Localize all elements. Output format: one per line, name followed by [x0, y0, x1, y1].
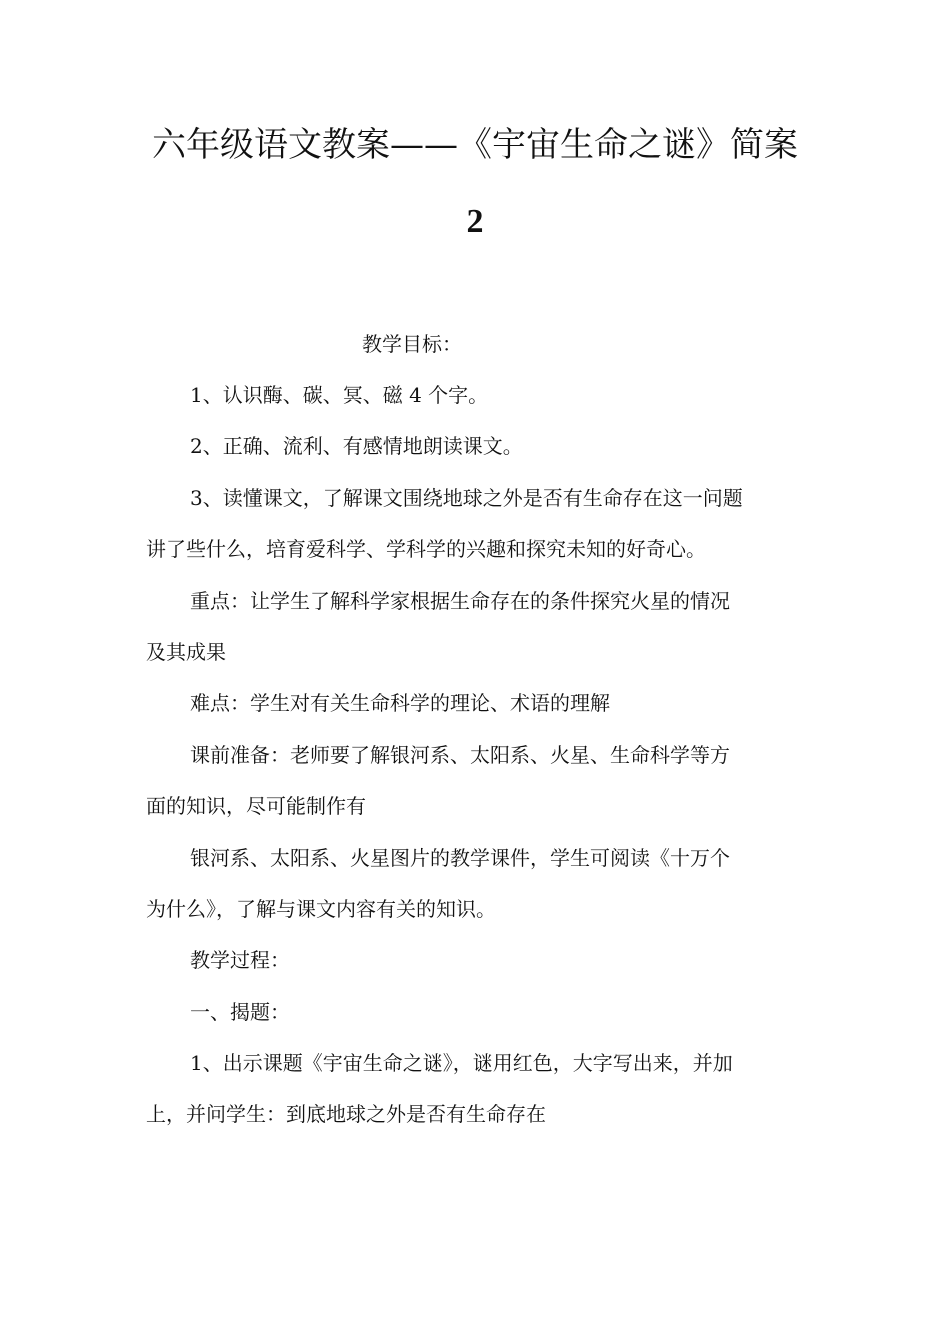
text-line: 课前准备：老师要了解银河系、太阳系、火星、生命科学等方 — [190, 743, 730, 767]
text-line: 及其成果 — [146, 640, 226, 664]
text-line: 1、认识酶、碳、冥、磁 4 个字。 — [190, 383, 489, 407]
text-line: 上，并问学生：到底地球之外是否有生命存在 — [146, 1102, 546, 1126]
text-line: 银河系、太阳系、火星图片的教学课件，学生可阅读《十万个 — [190, 846, 730, 870]
text-line: 为什么》，了解与课文内容有关的知识。 — [146, 897, 496, 921]
text-line: 重点：让学生了解科学家根据生命存在的条件探究火星的情况 — [190, 589, 730, 613]
section-heading-objectives: 教学目标： — [362, 332, 462, 356]
text-line: 1、出示课题《宇宙生命之谜》，谜用红色，大字写出来，并加 — [190, 1051, 733, 1075]
text-line: 讲了些什么，培育爱科学、学科学的兴趣和探究未知的好奇心。 — [146, 537, 706, 561]
text-line: 面的知识，尽可能制作有 — [146, 794, 366, 818]
document-title: 六年级语文教案——《宇宙生命之谜》简案 — [152, 125, 798, 165]
text-line: 难点：学生对有关生命科学的理论、术语的理解 — [190, 691, 610, 715]
text-line: 一、揭题： — [190, 1000, 290, 1024]
text-line: 2、正确、流利、有感情地朗读课文。 — [190, 434, 523, 458]
document-title-number: 2 — [466, 203, 484, 240]
section-heading-process: 教学过程： — [190, 948, 290, 972]
text-line: 3、读懂课文，了解课文围绕地球之外是否有生命存在这一问题 — [190, 486, 743, 510]
